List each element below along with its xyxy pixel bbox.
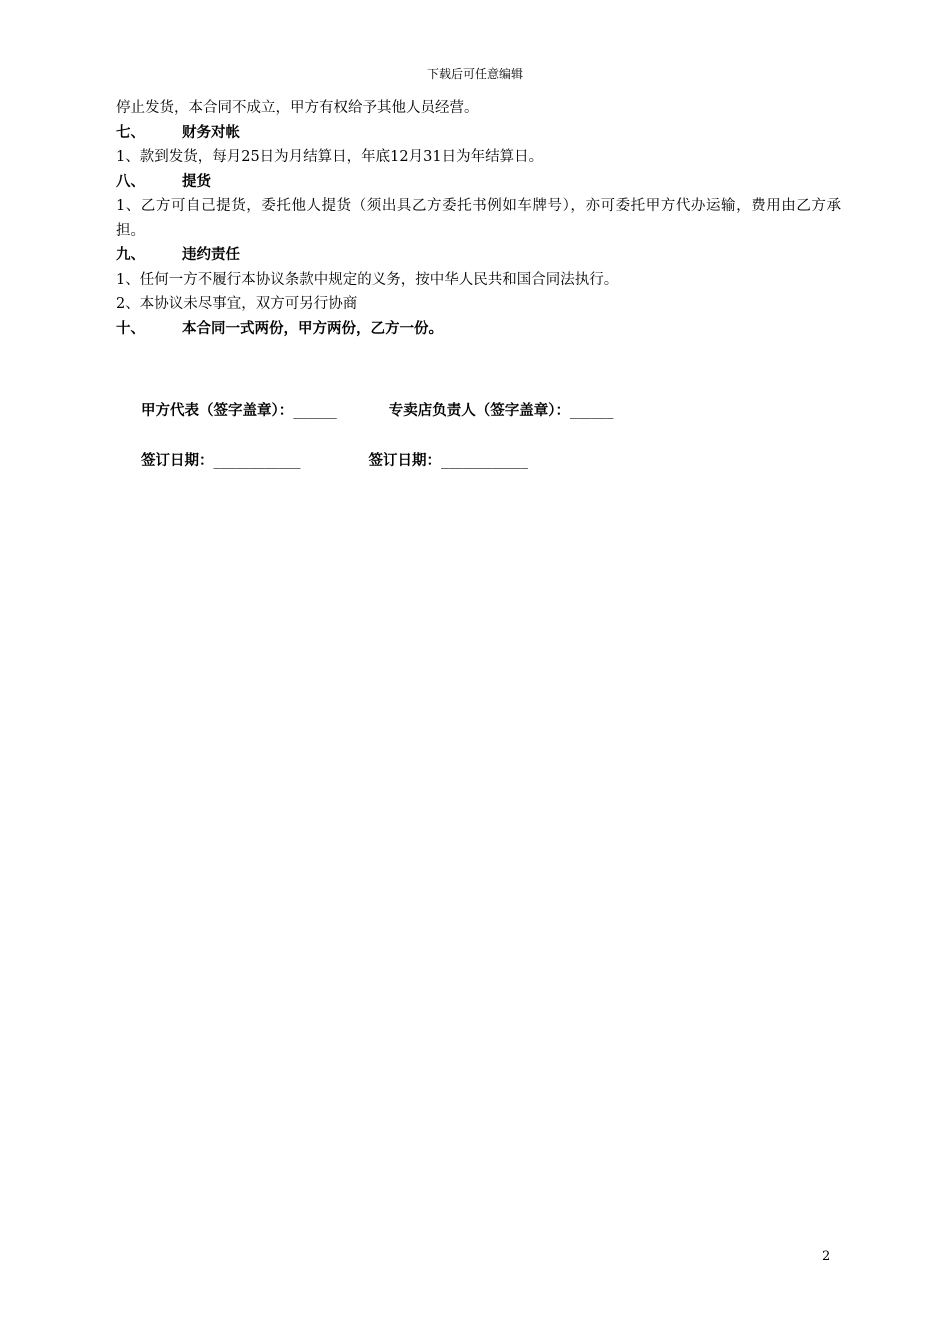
section-title: 提货 [182,172,211,190]
date-b-label: 签订日期： [368,452,441,469]
signature-row [141,401,614,421]
page-header: 下载后可任意编辑 [426,67,523,81]
paragraph-finance-1: 1、款到发货，每月25日为月结算日，年底12月31日为年结算日。 [116,149,544,165]
paragraph-liability-2: 2、本协议未尽事宜，双方可另行协商 [116,296,358,312]
section-heading-copies [116,317,841,342]
party-b-signature-blank: ______ [570,403,614,419]
page-number: 2 [822,1249,831,1264]
section-heading-liability [116,243,841,268]
date-a-label: 签订日期： [141,452,214,469]
section-title: 本合同一式两份，甲方两份，乙方一份。 [182,319,443,337]
contract-body [116,96,841,341]
paragraph-liability-1: 1、任何一方不履行本协议条款中规定的义务，按中华人民共和国合同法执行。 [116,271,619,288]
section-number: 九、 [116,246,145,263]
section-number: 十、 [116,319,145,337]
section-title: 财务对帐 [182,123,240,141]
party-b-signature-label: 专卖店负责人（签字盖章）： [388,402,570,419]
paragraph-stop-shipment: 停止发货，本合同不成立，甲方有权给予其他人员经营。 [116,100,479,116]
date-row [141,451,528,471]
section-title: 违约责任 [182,246,240,263]
date-a-blank: ____________ [213,453,301,469]
party-a-signature-label: 甲方代表（签字盖章）： [141,402,294,419]
section-number: 八、 [116,172,145,190]
party-a-signature-blank: ______ [293,403,337,419]
section-heading-pickup [116,170,841,195]
section-number: 七、 [116,123,145,141]
paragraph-pickup-1: 1、乙方可自己提货，委托他人提货（须出具乙方委托书例如车牌号），亦可委托甲方代办运输，费用由乙方承担。 [116,198,841,239]
section-heading-finance [116,121,841,146]
date-b-blank: ____________ [441,453,528,469]
